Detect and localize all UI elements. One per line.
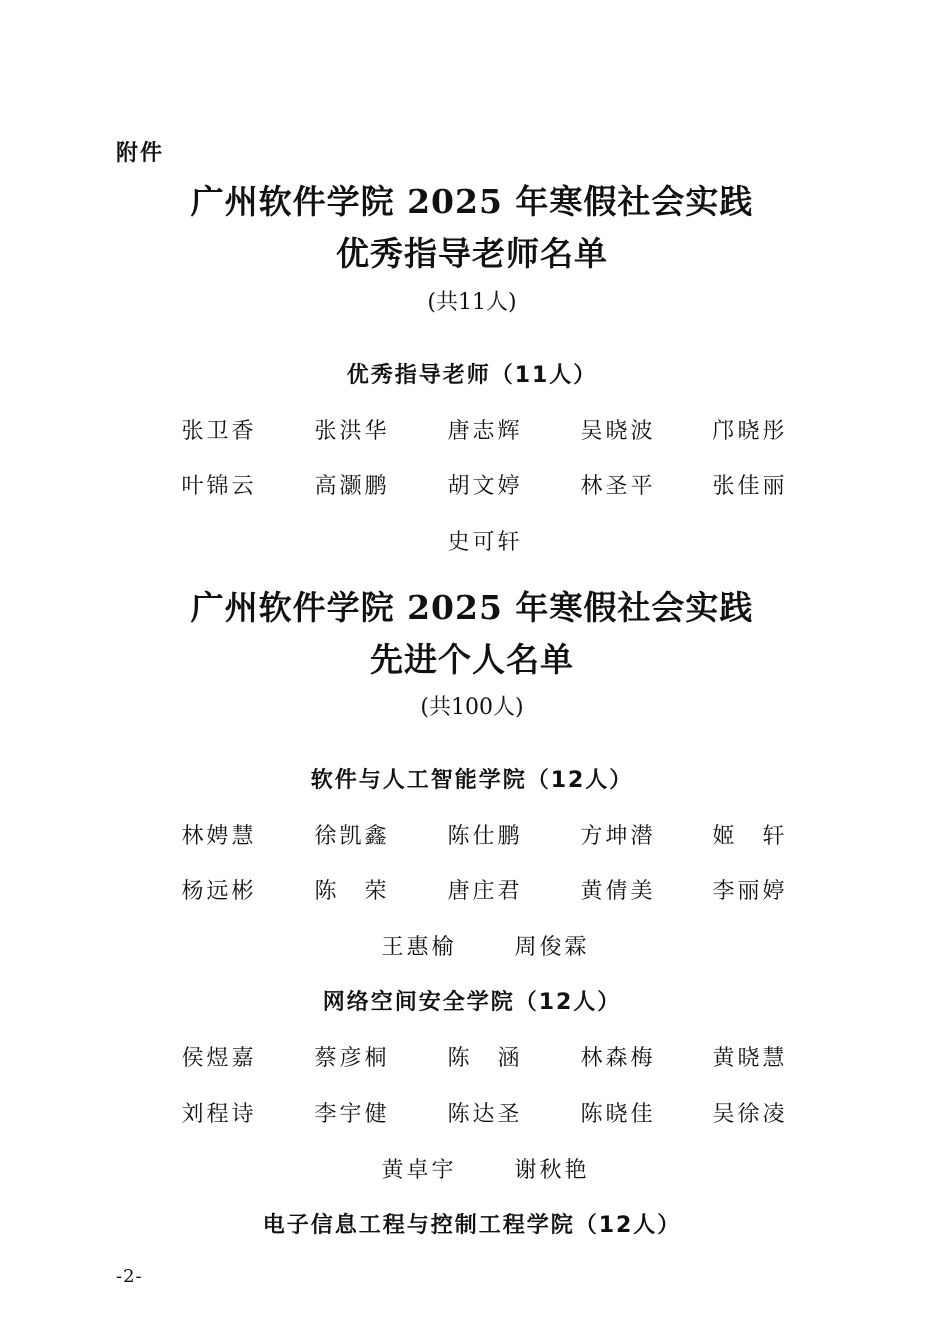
student-name: 陈仕鹏 (447, 824, 523, 849)
student-list-title-line1: 广州软件学院 2025 年寒假社会实践 (190, 588, 754, 627)
student-name: 陈 荣 (314, 879, 390, 904)
student-name: 林森梅 (580, 1046, 656, 1071)
teacher-name: 张洪华 (314, 419, 390, 444)
teacher-list-title-line2: 优秀指导老师名单 (336, 234, 608, 273)
teacher-name: 林圣平 (580, 474, 656, 499)
student-name: 黄倩美 (580, 879, 656, 904)
student-name: 侯煜嘉 (181, 1046, 257, 1071)
teacher-list-title-line1: 广州软件学院 2025 年寒假社会实践 (190, 182, 754, 221)
student-list-count: (共100人) (420, 695, 524, 720)
section-title-cyberspace-security: 网络空间安全学院（12人） (322, 990, 622, 1015)
student-name: 黄卓宇 (381, 1158, 457, 1183)
student-name: 杨远彬 (181, 879, 257, 904)
student-name: 陈 涵 (447, 1046, 523, 1071)
teacher-name: 史可轩 (447, 530, 523, 555)
teacher-name: 吴晓波 (580, 419, 656, 444)
student-name: 李丽婷 (712, 879, 788, 904)
student-name: 刘程诗 (181, 1102, 257, 1127)
student-name: 王惠榆 (381, 935, 457, 960)
student-name: 黄晓慧 (712, 1046, 788, 1071)
section-title-software-ai: 软件与人工智能学院（12人） (310, 768, 634, 793)
teacher-name: 唐志辉 (447, 419, 523, 444)
teacher-name: 叶锦云 (181, 474, 257, 499)
student-name: 徐凯鑫 (314, 824, 390, 849)
student-name: 方坤潜 (580, 824, 656, 849)
teacher-name: 张佳丽 (712, 474, 788, 499)
student-list-title-line2: 先进个人名单 (370, 640, 574, 679)
teacher-name: 张卫香 (181, 419, 257, 444)
teacher-name: 邝晓彤 (712, 419, 788, 444)
student-name: 蔡彦桐 (314, 1046, 390, 1071)
attachment-label: 附件 (116, 141, 165, 166)
student-name: 谢秋艳 (514, 1158, 590, 1183)
student-name: 唐庄君 (447, 879, 523, 904)
section-title-electronic-control: 电子信息工程与控制工程学院（12人） (262, 1213, 682, 1238)
page-number: -2- (116, 1266, 143, 1287)
teacher-name: 胡文婷 (447, 474, 523, 499)
student-name: 姬 轩 (712, 824, 788, 849)
student-name: 李宇健 (314, 1102, 390, 1127)
teacher-name: 高灏鹏 (314, 474, 390, 499)
student-name: 陈晓佳 (580, 1102, 656, 1127)
student-name: 周俊霖 (514, 935, 590, 960)
teacher-section-title: 优秀指导老师（11人） (346, 363, 598, 388)
student-name: 陈达圣 (447, 1102, 523, 1127)
teacher-list-count: (共11人) (427, 290, 517, 315)
student-name: 林娉慧 (181, 824, 257, 849)
student-name: 吴徐凌 (712, 1102, 788, 1127)
